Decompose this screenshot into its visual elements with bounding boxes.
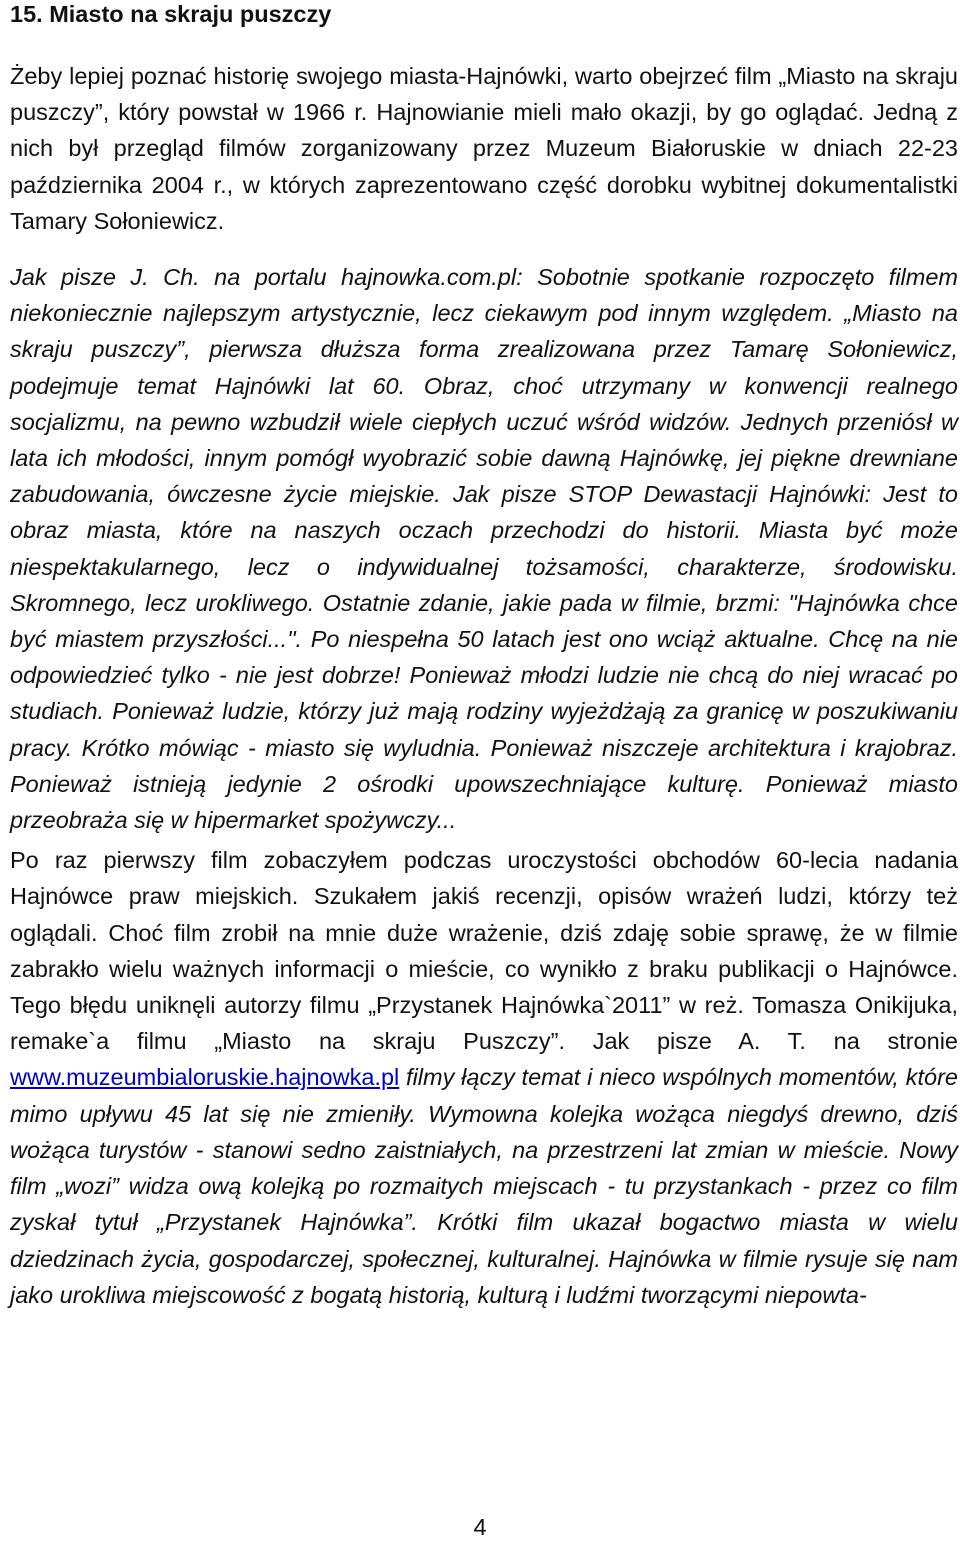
museum-website-link[interactable]: www.muzeumbialoruskie.hajnowka.pl — [10, 1064, 400, 1091]
intro-paragraph: Żeby lepiej poznać historię swojego miasta-Hajnówki, warto obejrzeć film „Miasto na skraju puszczy”, który powstał w 1966 r. Hajnowianie mieli mało okazji, by go oglądać. Jedną z nich był przegląd filmów zorganizowany przez Muzeum Białoruskie w dniach 22-23 października 2004 r., w których zaprezentowano część dorobku wybitnej dokumentalistki Tamary Sołoniewicz. — [10, 63, 958, 234]
page-number: 4 — [473, 1514, 487, 1540]
review-text-start: Po raz pierwszy film zobaczyłem podczas uroczystości obchodów 60-lecia nadania Hajnówce praw miejskich. Szukałem jakiś recenzji, opisów wrażeń ludzi, którzy też oglądali. Choć film zrobił na mnie duże wrażenie, dziś zdaję sobie sprawę, że w filmie zabrakło wielu ważnych informacji o mieście, co wynikło z braku publikacji o Hajnówce. Tego błędu uniknęli autorzy filmu „Przystanek Hajnówka`2011” w reż. Tomasza Onikijuka, remake`a filmu „Miasto na skraju Puszczy”. Jak pisze A. T. na stronie — [10, 847, 958, 1055]
section-heading: 15. Miasto na skraju puszczy — [10, 1, 332, 27]
review-text-quote: filmy łączy temat i nieco wspólnych momentów, które mimo upływu 45 lat się nie zmieniły. Wymowna kolejka wożąca niegdyś drewno, dziś wożąca turystów - stanowi sedno zaistniałych, na przestrzeni lat zmian w mieście. Nowy film „wozi” widza ową kolejką po rozmaitych miejscach - tu przystankach - przez co film zyskał tytuł „Przystanek Hajnówka”. Krótki film ukazał bogactwo miasta w wielu dziedzinach życia, gospodarczej, społecznej, kulturalnej. Hajnówka w filmie rysuje się nam jako urokliwa miejscowość z bogatą historią, kulturą i ludźmi tworzącymi niepowta- — [10, 1064, 958, 1308]
review-paragraph — [10, 842, 958, 1313]
document-page — [10, 0, 958, 1313]
quote-paragraph: Jak pisze J. Ch. na portalu hajnowka.com.pl: Sobotnie spotkanie rozpoczęto filmem niekoniecznie najlepszym artystycznie, lecz ciekawym pod innym względem. „Miasto na skraju puszczy”, pierwsza dłuższa forma zrealizowana przez Tamarę Sołoniewicz, podejmuje temat Hajnówki lat 60. Obraz, choć utrzymany w konwencji realnego socjalizmu, na pewno wzbudził wiele ciepłych uczuć wśród widzów. Jednych przeniósł w lata ich młodości, innym pomógł wyobrazić sobie dawną Hajnówkę, jej piękne drewniane zabudowania, ówczesne życie miejskie. Jak pisze STOP Dewastacji Hajnówki: Jest to obraz miasta, które na naszych oczach przechodzi do historii. Miasta być może niespektakularnego, lecz o indywidualnej tożsamości, charakterze, środowisku. Skromnego, lecz urokliwego. Ostatnie zdanie, jakie pada w filmie, brzmi: "Hajnówka chce być miastem przyszłości...". Po niespełna 50 latach jest ono wciąż aktualne. Chcę na nie odpowiedzieć tylko - nie jest dobrze! Ponieważ młodzi ludzie nie chcą do niej wracać po studiach. Ponieważ ludzie, którzy już mają rodziny wyjeżdżają za granicę w poszukiwaniu pracy. Krótko mówiąc - miasto się wyludnia. Ponieważ niszczeje architektura i krajobraz. Ponieważ istnieją jedynie 2 ośrodki upowszechniające kulturę. Ponieważ miasto przeobraża się w hipermarket spożywczy... — [10, 264, 958, 834]
